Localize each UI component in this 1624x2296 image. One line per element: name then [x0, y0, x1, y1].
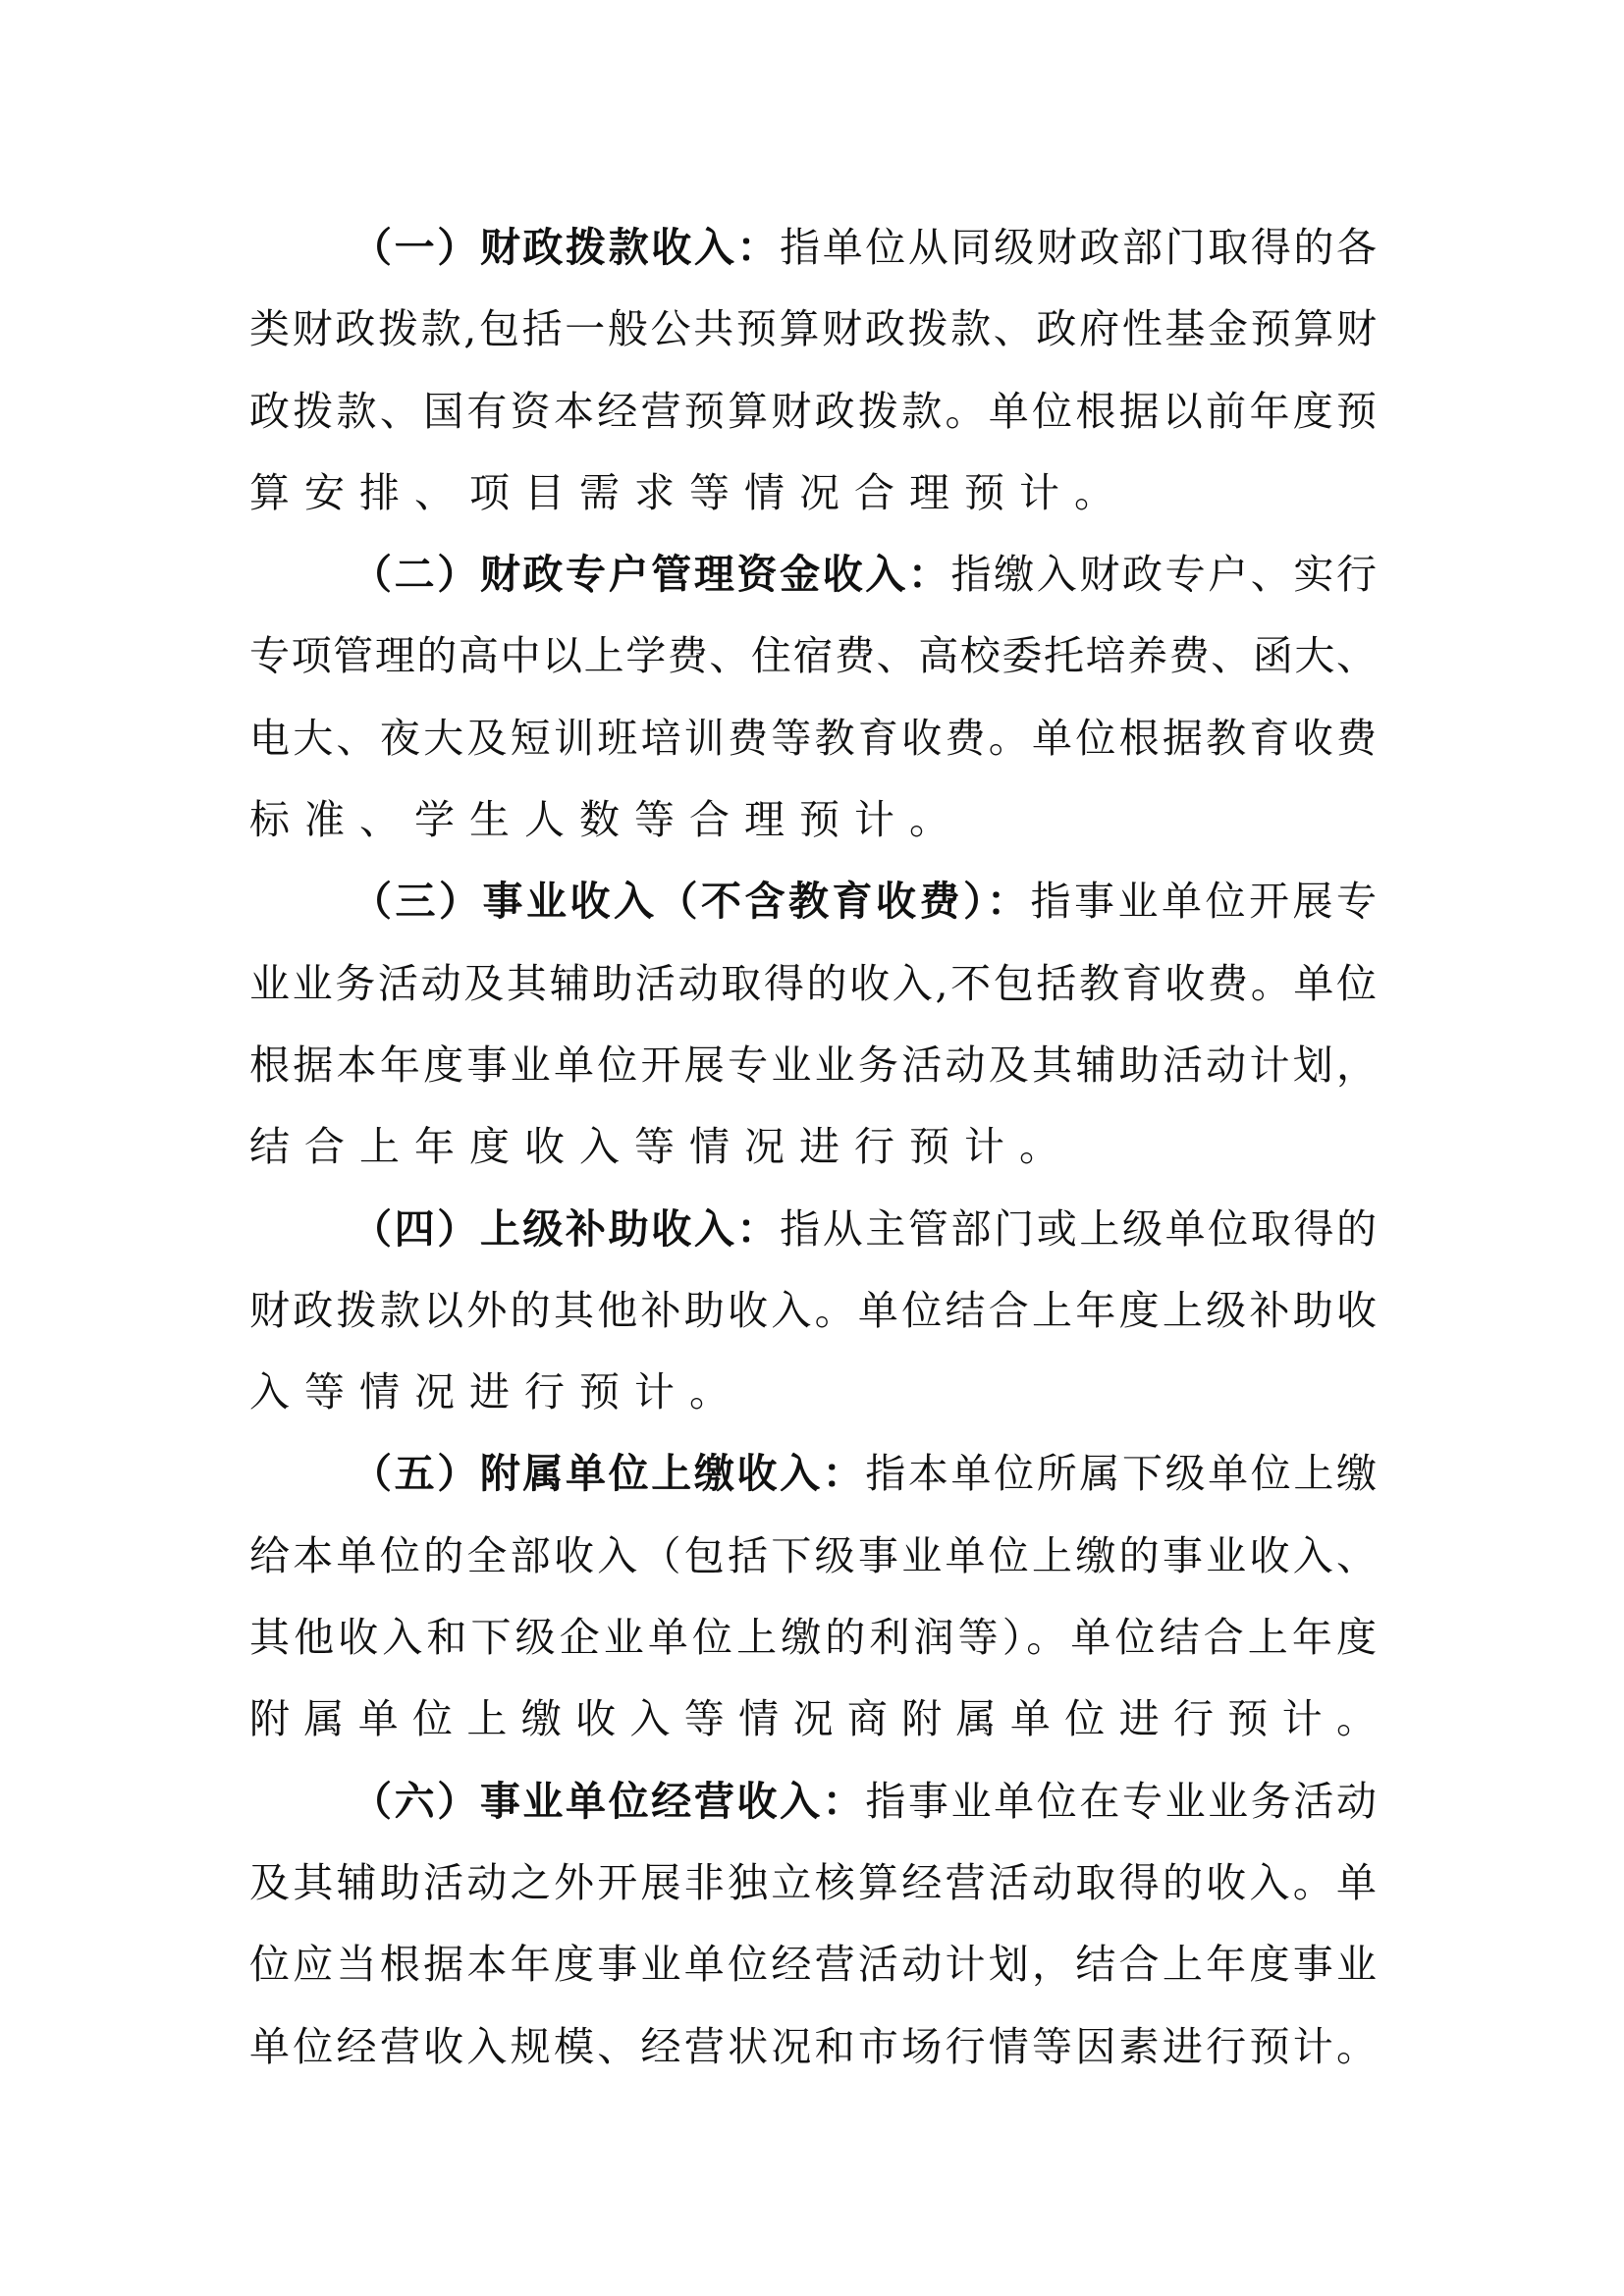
paragraph-line: 给本单位的全部收入（包括下级事业单位上缴的事业收入、	[249, 1531, 1377, 1579]
paragraph-line: 政拨款、国有资本经营预算财政拨款。单位根据以前年度预	[249, 387, 1377, 435]
paragraph-line: 财政拨款以外的其他补助收入。单位结合上年度上级补助收	[249, 1286, 1377, 1334]
paragraph-heading: （五）附属单位上缴收入：	[352, 1450, 866, 1498]
paragraph-superior-subsidy-income	[249, 1200, 1377, 1445]
body-text: 指从主管部门或上级单位取得的	[780, 1204, 1378, 1253]
paragraph-line: 算安排、项目需求等情况合理预计。	[249, 468, 1129, 516]
paragraph-line: 单位经营收入规模、经营状况和市场行情等因素进行预计。	[249, 2022, 1377, 2070]
paragraph-line	[249, 545, 1377, 626]
body-text: 指单位从同级财政部门取得的各	[780, 224, 1378, 271]
paragraph-line: 标准、学生人数等合理预计。	[249, 796, 964, 844]
paragraph-business-income	[249, 872, 1377, 1199]
paragraph-line: 位应当根据本年度事业单位经营活动计划，结合上年度事业	[249, 1941, 1377, 1989]
paragraph-special-account-income	[249, 545, 1377, 872]
document-page	[249, 218, 1391, 2099]
paragraph-line: 根据本年度事业单位开展专业业务活动及其辅助活动计划，	[249, 1041, 1377, 1089]
paragraph-line	[249, 1444, 1377, 1525]
paragraph-heading: （一）财政拨款收入：	[352, 224, 781, 271]
paragraph-line: 专项管理的高中以上学费、住宿费、高校委托培养费、函大、	[249, 632, 1377, 680]
paragraph-line	[249, 1200, 1377, 1281]
paragraph-line: 业业务活动及其辅助活动取得的收入,不包括教育收费。单位	[249, 959, 1377, 1007]
paragraph-heading: （六）事业单位经营收入：	[352, 1777, 866, 1825]
paragraph-line	[249, 872, 1377, 953]
paragraph-line: 类财政拨款,包括一般公共预算财政拨款、政府性基金预算财	[249, 305, 1377, 353]
paragraph-line	[249, 218, 1377, 299]
paragraph-line: 入等情况进行预计。	[249, 1368, 744, 1416]
body-text: 指事业单位开展专	[1030, 878, 1377, 926]
paragraph-line: 结合上年度收入等情况进行预计。	[249, 1123, 1074, 1171]
paragraph-line: 附属单位上缴收入等情况商附属单位进行预计。	[249, 1695, 1391, 1743]
body-text: 指本单位所属下级单位上缴	[865, 1450, 1378, 1498]
paragraph-line: 及其辅助活动之外开展非独立核算经营活动取得的收入。单	[249, 1858, 1377, 1906]
paragraph-heading: （二）财政专户管理资金收入：	[352, 551, 951, 599]
paragraph-subordinate-remittance-income	[249, 1444, 1391, 1771]
paragraph-operating-income	[249, 1772, 1377, 2099]
paragraph-fiscal-appropriation-income	[249, 218, 1377, 545]
paragraph-line	[249, 1772, 1377, 1853]
paragraph-heading: （四）上级补助收入：	[352, 1204, 781, 1253]
body-text: 指事业单位在专业业务活动	[865, 1777, 1378, 1825]
body-text: 指缴入财政专户、实行	[950, 551, 1378, 599]
paragraph-line: 其他收入和下级企业单位上缴的利润等）。单位结合上年度	[249, 1614, 1377, 1662]
paragraph-line: 电大、夜大及短训班培训费等教育收费。单位根据教育收费	[249, 714, 1377, 762]
paragraph-heading: （三）事业收入（不含教育收费）：	[352, 878, 1031, 926]
